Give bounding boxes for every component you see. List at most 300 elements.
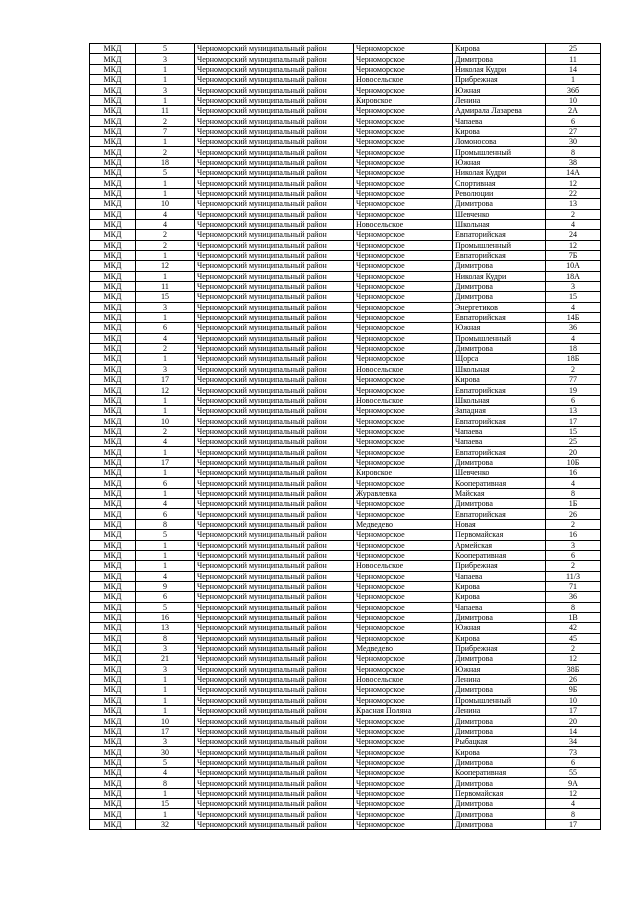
housing-register-table — [89, 43, 601, 830]
district-cell: Черноморский муниципальный район — [195, 416, 354, 426]
street-cell: Евпаторийская — [453, 509, 546, 519]
table-row — [90, 95, 601, 105]
count-cell: 4 — [136, 333, 195, 343]
building-type-cell: МКД — [90, 809, 136, 819]
district-cell: Черноморский муниципальный район — [195, 354, 354, 364]
house-number-cell: 4 — [546, 219, 601, 229]
building-type-cell: МКД — [90, 602, 136, 612]
count-cell: 5 — [136, 530, 195, 540]
district-cell: Черноморский муниципальный район — [195, 633, 354, 643]
district-cell: Черноморский муниципальный район — [195, 550, 354, 560]
district-cell: Черноморский муниципальный район — [195, 447, 354, 457]
house-number-cell: 12 — [546, 654, 601, 664]
street-cell: Ломоносова — [453, 137, 546, 147]
building-type-cell: МКД — [90, 375, 136, 385]
settlement-cell: Черноморское — [354, 343, 453, 353]
settlement-cell: Черноморское — [354, 64, 453, 74]
street-cell: Димитрова — [453, 778, 546, 788]
table-row — [90, 44, 601, 54]
street-cell: Первомайская — [453, 530, 546, 540]
building-type-cell: МКД — [90, 302, 136, 312]
table-row — [90, 416, 601, 426]
street-cell: Первомайская — [453, 788, 546, 798]
house-number-cell: 6 — [546, 116, 601, 126]
building-type-cell: МКД — [90, 395, 136, 405]
house-number-cell: 14Б — [546, 312, 601, 322]
district-cell: Черноморский муниципальный район — [195, 695, 354, 705]
count-cell: 2 — [136, 426, 195, 436]
building-type-cell: МКД — [90, 726, 136, 736]
settlement-cell: Черноморское — [354, 695, 453, 705]
house-number-cell: 36б — [546, 85, 601, 95]
district-cell: Черноморский муниципальный район — [195, 343, 354, 353]
street-cell: Николая Кудри — [453, 64, 546, 74]
count-cell: 2 — [136, 116, 195, 126]
settlement-cell: Черноморское — [354, 375, 453, 385]
table-row — [90, 230, 601, 240]
settlement-cell: Черноморское — [354, 612, 453, 622]
house-number-cell: 2 — [546, 519, 601, 529]
district-cell: Черноморский муниципальный район — [195, 623, 354, 633]
table-row — [90, 457, 601, 467]
building-type-cell: МКД — [90, 54, 136, 64]
count-cell: 1 — [136, 561, 195, 571]
table-row — [90, 757, 601, 767]
house-number-cell: 11/3 — [546, 571, 601, 581]
count-cell: 4 — [136, 768, 195, 778]
table-row — [90, 819, 601, 829]
count-cell: 10 — [136, 416, 195, 426]
table-row — [90, 302, 601, 312]
table-row — [90, 726, 601, 736]
count-cell: 11 — [136, 281, 195, 291]
street-cell: Димитрова — [453, 799, 546, 809]
settlement-cell: Черноморское — [354, 44, 453, 54]
district-cell: Черноморский муниципальный район — [195, 323, 354, 333]
table-row — [90, 250, 601, 260]
table-row — [90, 685, 601, 695]
building-type-cell: МКД — [90, 778, 136, 788]
street-cell: Димитрова — [453, 499, 546, 509]
settlement-cell: Черноморское — [354, 737, 453, 747]
settlement-cell: Черноморское — [354, 685, 453, 695]
street-cell: Прибрежная — [453, 643, 546, 653]
settlement-cell: Черноморское — [354, 406, 453, 416]
house-number-cell: 24 — [546, 230, 601, 240]
building-type-cell: МКД — [90, 385, 136, 395]
district-cell: Черноморский муниципальный район — [195, 799, 354, 809]
house-number-cell: 45 — [546, 633, 601, 643]
house-number-cell: 25 — [546, 437, 601, 447]
street-cell: Димитрова — [453, 292, 546, 302]
count-cell: 6 — [136, 323, 195, 333]
building-type-cell: МКД — [90, 137, 136, 147]
district-cell: Черноморский муниципальный район — [195, 530, 354, 540]
building-type-cell: МКД — [90, 250, 136, 260]
table-row — [90, 468, 601, 478]
street-cell: Димитрова — [453, 809, 546, 819]
settlement-cell: Кировское — [354, 468, 453, 478]
district-cell: Черноморский муниципальный район — [195, 654, 354, 664]
table-row — [90, 540, 601, 550]
district-cell: Черноморский муниципальный район — [195, 685, 354, 695]
street-cell: Димитрова — [453, 757, 546, 767]
district-cell: Черноморский муниципальный район — [195, 561, 354, 571]
street-cell: Южная — [453, 623, 546, 633]
district-cell: Черноморский муниципальный район — [195, 509, 354, 519]
house-number-cell: 2А — [546, 106, 601, 116]
settlement-cell: Медведево — [354, 643, 453, 653]
house-number-cell: 8 — [546, 602, 601, 612]
count-cell: 12 — [136, 261, 195, 271]
table-row — [90, 281, 601, 291]
count-cell: 16 — [136, 612, 195, 622]
count-cell: 15 — [136, 799, 195, 809]
building-type-cell: МКД — [90, 478, 136, 488]
table-row — [90, 116, 601, 126]
house-number-cell: 3 — [546, 540, 601, 550]
settlement-cell: Черноморское — [354, 478, 453, 488]
building-type-cell: МКД — [90, 406, 136, 416]
table-row — [90, 426, 601, 436]
settlement-cell: Черноморское — [354, 509, 453, 519]
house-number-cell: 15 — [546, 426, 601, 436]
house-number-cell: 25 — [546, 44, 601, 54]
settlement-cell: Черноморское — [354, 271, 453, 281]
settlement-cell: Черноморское — [354, 147, 453, 157]
district-cell: Черноморский муниципальный район — [195, 788, 354, 798]
building-type-cell: МКД — [90, 519, 136, 529]
street-cell: Евпаторийская — [453, 447, 546, 457]
settlement-cell: Черноморское — [354, 809, 453, 819]
building-type-cell: МКД — [90, 85, 136, 95]
street-cell: Спортивная — [453, 178, 546, 188]
count-cell: 2 — [136, 147, 195, 157]
table-row — [90, 343, 601, 353]
district-cell: Черноморский муниципальный район — [195, 281, 354, 291]
table-row — [90, 799, 601, 809]
building-type-cell: МКД — [90, 281, 136, 291]
district-cell: Черноморский муниципальный район — [195, 809, 354, 819]
table-row — [90, 354, 601, 364]
street-cell: Школьная — [453, 219, 546, 229]
building-type-cell: МКД — [90, 95, 136, 105]
building-type-cell: МКД — [90, 509, 136, 519]
building-type-cell: МКД — [90, 799, 136, 809]
house-number-cell: 2 — [546, 561, 601, 571]
building-type-cell: МКД — [90, 447, 136, 457]
table-row — [90, 716, 601, 726]
house-number-cell: 6 — [546, 395, 601, 405]
street-cell: Евпаторийская — [453, 385, 546, 395]
building-type-cell: МКД — [90, 240, 136, 250]
street-cell: Промышленный — [453, 333, 546, 343]
settlement-cell: Черноморское — [354, 581, 453, 591]
street-cell: Кирова — [453, 747, 546, 757]
table-row — [90, 674, 601, 684]
house-number-cell: 8 — [546, 488, 601, 498]
count-cell: 1 — [136, 447, 195, 457]
count-cell: 12 — [136, 385, 195, 395]
building-type-cell: МКД — [90, 261, 136, 271]
street-cell: Прибрежная — [453, 75, 546, 85]
district-cell: Черноморский муниципальный район — [195, 64, 354, 74]
building-type-cell: МКД — [90, 550, 136, 560]
settlement-cell: Черноморское — [354, 623, 453, 633]
district-cell: Черноморский муниципальный район — [195, 85, 354, 95]
building-type-cell: МКД — [90, 312, 136, 322]
table-row — [90, 488, 601, 498]
building-type-cell: МКД — [90, 612, 136, 622]
street-cell: Димитрова — [453, 819, 546, 829]
house-number-cell: 4 — [546, 799, 601, 809]
settlement-cell: Черноморское — [354, 788, 453, 798]
district-cell: Черноморский муниципальный район — [195, 199, 354, 209]
settlement-cell: Черноморское — [354, 168, 453, 178]
table-row — [90, 519, 601, 529]
settlement-cell: Черноморское — [354, 323, 453, 333]
street-cell: Прибрежная — [453, 561, 546, 571]
building-type-cell: МКД — [90, 426, 136, 436]
building-type-cell: МКД — [90, 230, 136, 240]
settlement-cell: Черноморское — [354, 106, 453, 116]
district-cell: Черноморский муниципальный район — [195, 364, 354, 374]
street-cell: Евпаторийская — [453, 416, 546, 426]
building-type-cell: МКД — [90, 571, 136, 581]
settlement-cell: Черноморское — [354, 530, 453, 540]
count-cell: 6 — [136, 478, 195, 488]
count-cell: 4 — [136, 219, 195, 229]
table-body — [90, 44, 601, 830]
house-number-cell: 11 — [546, 54, 601, 64]
count-cell: 1 — [136, 75, 195, 85]
house-number-cell: 4 — [546, 478, 601, 488]
district-cell: Черноморский муниципальный район — [195, 643, 354, 653]
building-type-cell: МКД — [90, 75, 136, 85]
table-row — [90, 561, 601, 571]
house-number-cell: 30 — [546, 137, 601, 147]
building-type-cell: МКД — [90, 768, 136, 778]
settlement-cell: Черноморское — [354, 664, 453, 674]
building-type-cell: МКД — [90, 178, 136, 188]
table-row — [90, 778, 601, 788]
table-row — [90, 768, 601, 778]
settlement-cell: Черноморское — [354, 602, 453, 612]
building-type-cell: МКД — [90, 747, 136, 757]
settlement-cell: Черноморское — [354, 457, 453, 467]
table-row — [90, 499, 601, 509]
count-cell: 17 — [136, 457, 195, 467]
table-row — [90, 147, 601, 157]
building-type-cell: МКД — [90, 44, 136, 54]
building-type-cell: МКД — [90, 643, 136, 653]
building-type-cell: МКД — [90, 271, 136, 281]
settlement-cell: Черноморское — [354, 354, 453, 364]
house-number-cell: 8 — [546, 147, 601, 157]
count-cell: 1 — [136, 188, 195, 198]
building-type-cell: МКД — [90, 437, 136, 447]
count-cell: 10 — [136, 199, 195, 209]
district-cell: Черноморский муниципальный район — [195, 230, 354, 240]
settlement-cell: Черноморское — [354, 633, 453, 643]
house-number-cell: 10А — [546, 261, 601, 271]
street-cell: Димитрова — [453, 685, 546, 695]
table-row — [90, 395, 601, 405]
count-cell: 1 — [136, 250, 195, 260]
house-number-cell: 38 — [546, 157, 601, 167]
street-cell: Евпаторийская — [453, 250, 546, 260]
district-cell: Черноморский муниципальный район — [195, 75, 354, 85]
district-cell: Черноморский муниципальный район — [195, 726, 354, 736]
house-number-cell: 38Б — [546, 664, 601, 674]
house-number-cell: 6 — [546, 550, 601, 560]
count-cell: 32 — [136, 819, 195, 829]
house-number-cell: 55 — [546, 768, 601, 778]
house-number-cell: 10Б — [546, 457, 601, 467]
table-row — [90, 581, 601, 591]
street-cell: Димитрова — [453, 457, 546, 467]
count-cell: 1 — [136, 271, 195, 281]
settlement-cell: Черноморское — [354, 188, 453, 198]
house-number-cell: 4 — [546, 302, 601, 312]
district-cell: Черноморский муниципальный район — [195, 261, 354, 271]
table-row — [90, 323, 601, 333]
district-cell: Черноморский муниципальный район — [195, 540, 354, 550]
table-row — [90, 612, 601, 622]
street-cell: Чапаева — [453, 426, 546, 436]
house-number-cell: 9А — [546, 778, 601, 788]
district-cell: Черноморский муниципальный район — [195, 674, 354, 684]
building-type-cell: МКД — [90, 654, 136, 664]
count-cell: 3 — [136, 302, 195, 312]
street-cell: Кирова — [453, 592, 546, 602]
count-cell: 3 — [136, 664, 195, 674]
count-cell: 2 — [136, 230, 195, 240]
settlement-cell: Черноморское — [354, 333, 453, 343]
house-number-cell: 73 — [546, 747, 601, 757]
table-row — [90, 478, 601, 488]
building-type-cell: МКД — [90, 664, 136, 674]
building-type-cell: МКД — [90, 561, 136, 571]
street-cell: Промышленный — [453, 147, 546, 157]
count-cell: 1 — [136, 788, 195, 798]
building-type-cell: МКД — [90, 209, 136, 219]
table-row — [90, 137, 601, 147]
street-cell: Чапаева — [453, 602, 546, 612]
district-cell: Черноморский муниципальный район — [195, 664, 354, 674]
district-cell: Черноморский муниципальный район — [195, 312, 354, 322]
table-row — [90, 437, 601, 447]
count-cell: 9 — [136, 581, 195, 591]
building-type-cell: МКД — [90, 737, 136, 747]
building-type-cell: МКД — [90, 416, 136, 426]
count-cell: 1 — [136, 406, 195, 416]
street-cell: Чапаева — [453, 571, 546, 581]
district-cell: Черноморский муниципальный район — [195, 592, 354, 602]
table-row — [90, 375, 601, 385]
count-cell: 3 — [136, 85, 195, 95]
district-cell: Черноморский муниципальный район — [195, 137, 354, 147]
building-type-cell: МКД — [90, 219, 136, 229]
house-number-cell: 2 — [546, 209, 601, 219]
district-cell: Черноморский муниципальный район — [195, 468, 354, 478]
district-cell: Черноморский муниципальный район — [195, 106, 354, 116]
building-type-cell: МКД — [90, 499, 136, 509]
building-type-cell: МКД — [90, 168, 136, 178]
table-row — [90, 54, 601, 64]
street-cell: Чапаева — [453, 437, 546, 447]
street-cell: Кирова — [453, 126, 546, 136]
street-cell: Димитрова — [453, 281, 546, 291]
house-number-cell: 3 — [546, 281, 601, 291]
settlement-cell: Новосельское — [354, 219, 453, 229]
count-cell: 3 — [136, 54, 195, 64]
district-cell: Черноморский муниципальный район — [195, 426, 354, 436]
settlement-cell: Черноморское — [354, 292, 453, 302]
district-cell: Черноморский муниципальный район — [195, 116, 354, 126]
street-cell: Шевченко — [453, 468, 546, 478]
street-cell: Южная — [453, 323, 546, 333]
count-cell: 1 — [136, 706, 195, 716]
street-cell: Димитрова — [453, 726, 546, 736]
count-cell: 13 — [136, 623, 195, 633]
street-cell: Школьная — [453, 395, 546, 405]
table-row — [90, 106, 601, 116]
house-number-cell: 6 — [546, 757, 601, 767]
street-cell: Западная — [453, 406, 546, 416]
street-cell: Димитрова — [453, 343, 546, 353]
street-cell: Кирова — [453, 375, 546, 385]
house-number-cell: 18А — [546, 271, 601, 281]
settlement-cell: Медведево — [354, 519, 453, 529]
settlement-cell: Черноморское — [354, 116, 453, 126]
count-cell: 1 — [136, 312, 195, 322]
table-row — [90, 219, 601, 229]
district-cell: Черноморский муниципальный район — [195, 706, 354, 716]
count-cell: 21 — [136, 654, 195, 664]
district-cell: Черноморский муниципальный район — [195, 209, 354, 219]
count-cell: 15 — [136, 292, 195, 302]
street-cell: Энергетиков — [453, 302, 546, 312]
settlement-cell: Новосельское — [354, 364, 453, 374]
street-cell: Димитрова — [453, 716, 546, 726]
table-row — [90, 168, 601, 178]
building-type-cell: МКД — [90, 581, 136, 591]
building-type-cell: МКД — [90, 333, 136, 343]
table-row — [90, 737, 601, 747]
settlement-cell: Черноморское — [354, 385, 453, 395]
street-cell: Кирова — [453, 633, 546, 643]
count-cell: 8 — [136, 778, 195, 788]
settlement-cell: Черноморское — [354, 416, 453, 426]
table-row — [90, 385, 601, 395]
building-type-cell: МКД — [90, 126, 136, 136]
house-number-cell: 26 — [546, 674, 601, 684]
count-cell: 1 — [136, 540, 195, 550]
settlement-cell: Черноморское — [354, 768, 453, 778]
settlement-cell: Черноморское — [354, 778, 453, 788]
table-row — [90, 530, 601, 540]
table-row — [90, 85, 601, 95]
table-row — [90, 209, 601, 219]
district-cell: Черноморский муниципальный район — [195, 126, 354, 136]
district-cell: Черноморский муниципальный район — [195, 612, 354, 622]
district-cell: Черноморский муниципальный район — [195, 54, 354, 64]
house-number-cell: 15 — [546, 292, 601, 302]
table-row — [90, 643, 601, 653]
house-number-cell: 1 — [546, 75, 601, 85]
count-cell: 18 — [136, 157, 195, 167]
